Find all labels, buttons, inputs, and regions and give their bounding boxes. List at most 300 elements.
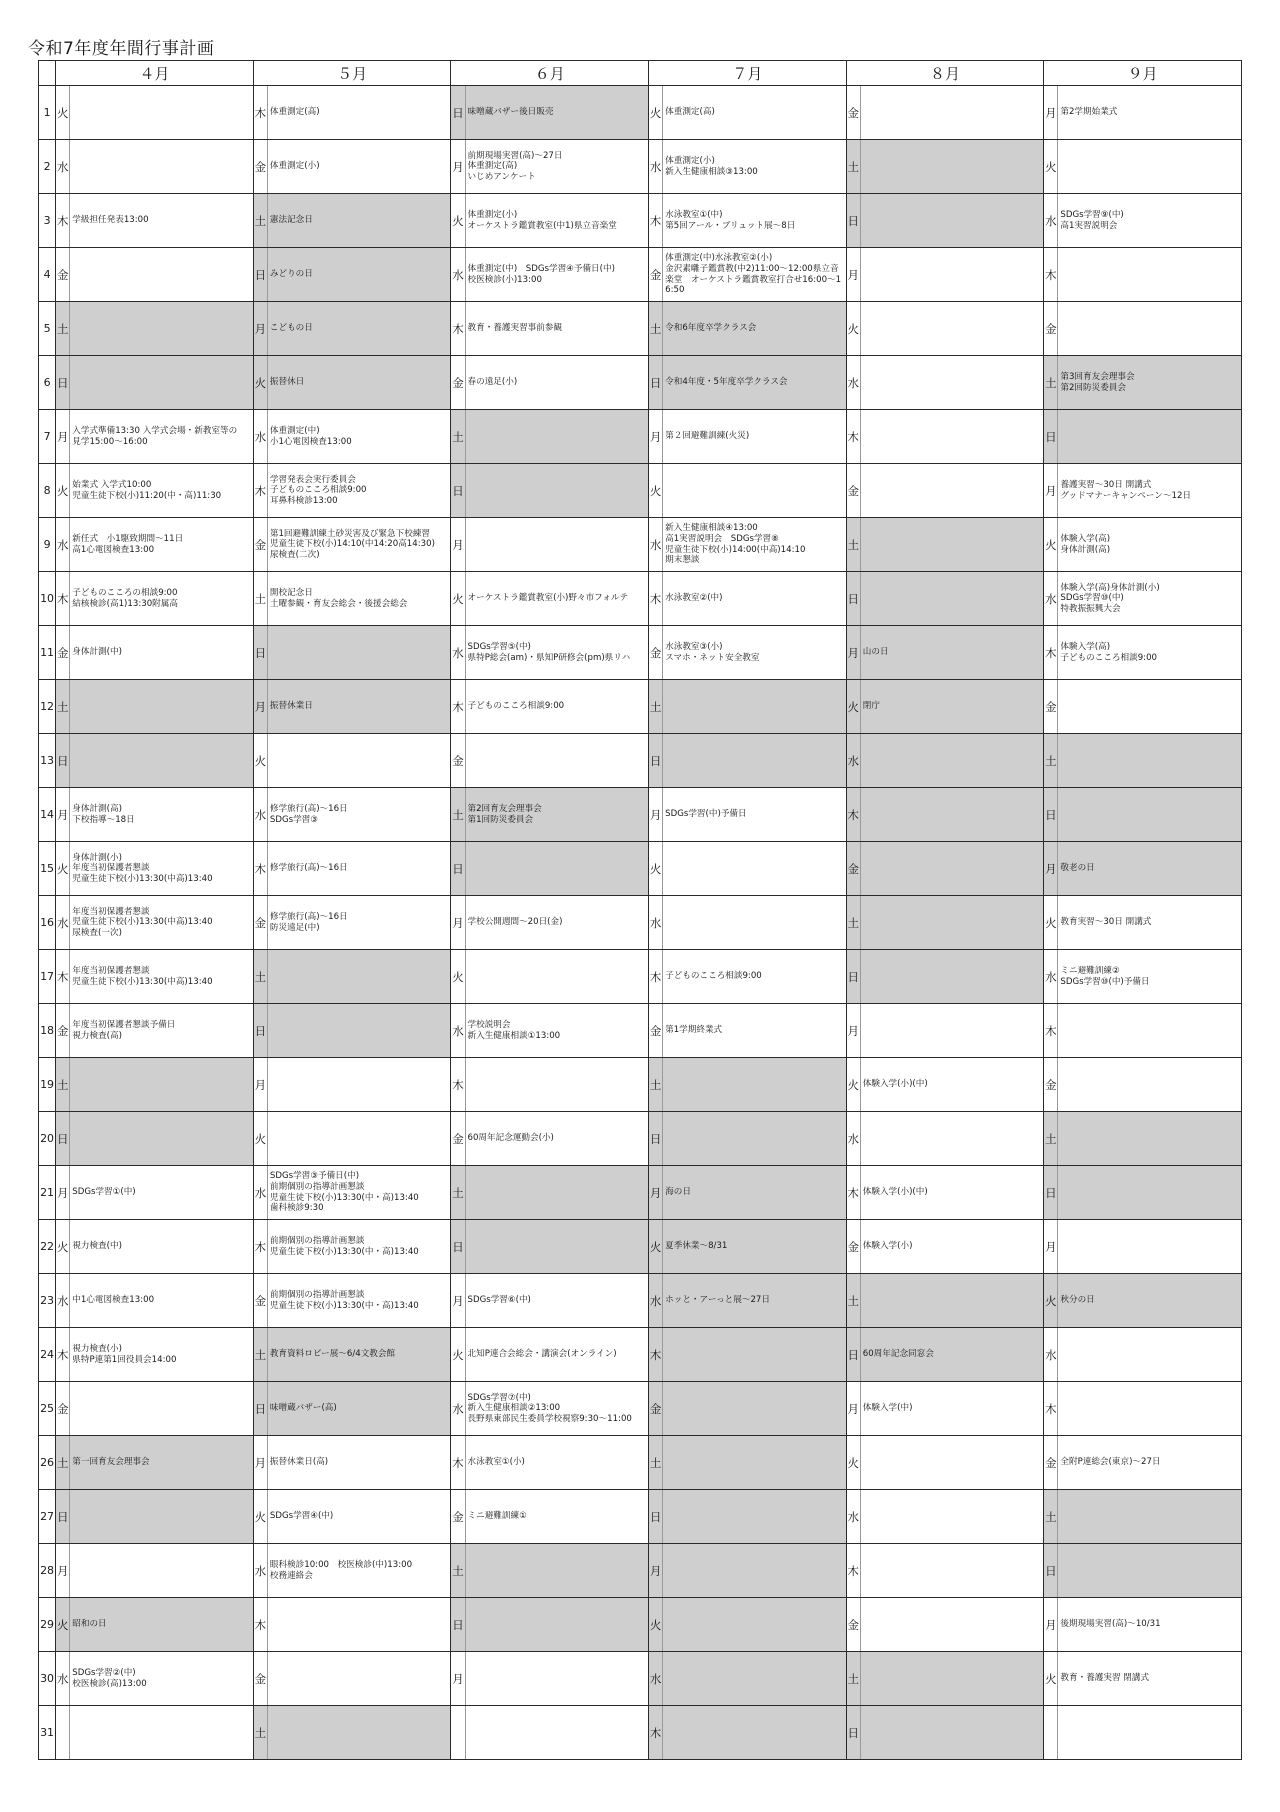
weekday-cell: 土 [253,1328,267,1382]
weekday-cell: 日 [253,1004,267,1058]
event-cell: 学校説明会 新入生健康相談①13:00 [465,1004,649,1058]
event-cell [860,734,1044,788]
event-cell: 敬老の日 [1058,842,1242,896]
weekday-cell: 月 [1044,464,1058,518]
weekday-cell: 日 [846,572,860,626]
weekday-cell: 金 [451,1112,465,1166]
weekday-cell: 木 [253,86,267,140]
weekday-cell: 火 [846,1436,860,1490]
weekday-cell: 日 [253,1382,267,1436]
event-cell [663,1490,847,1544]
weekday-cell: 日 [649,734,663,788]
event-cell: SDGs学習④(中) [267,1490,451,1544]
weekday-cell: 月 [253,302,267,356]
event-cell: 教育資料ロビー展～6/4文教会館 [267,1328,451,1382]
weekday-cell: 火 [1044,140,1058,194]
event-cell: SDGs学習②(中) 校医検診(高)13:00 [70,1652,254,1706]
weekday-cell: 土 [253,1706,267,1760]
event-cell [465,518,649,572]
weekday-cell: 金 [253,896,267,950]
day-number: 15 [39,842,56,896]
table-row [39,302,1242,356]
day-number: 14 [39,788,56,842]
weekday-cell: 日 [451,842,465,896]
table-row [39,1058,1242,1112]
event-cell: こどもの日 [267,302,451,356]
table-row [39,572,1242,626]
table-row [39,680,1242,734]
event-cell: 令和4年度・5年度卒学クラス会 [663,356,847,410]
event-cell [70,1058,254,1112]
table-row [39,1436,1242,1490]
weekday-cell: 水 [649,518,663,572]
event-cell [465,464,649,518]
event-cell: 体験入学(小)(中) [860,1058,1044,1112]
event-cell: SDGs学習⑦(中) 新入生健康相談②13:00 長野県東部民生委員学校視察9:30～11:00 [465,1382,649,1436]
event-cell [663,896,847,950]
weekday-cell: 木 [846,1166,860,1220]
weekday-cell: 土 [649,302,663,356]
table-row [39,1544,1242,1598]
weekday-cell: 月 [846,248,860,302]
day-number: 18 [39,1004,56,1058]
weekday-cell: 金 [451,734,465,788]
table-row [39,1490,1242,1544]
event-cell: 60周年記念同窓会 [860,1328,1044,1382]
weekday-cell: 日 [846,1328,860,1382]
event-cell [860,518,1044,572]
table-row [39,1220,1242,1274]
weekday-cell: 水 [846,356,860,410]
weekday-cell: 水 [56,140,70,194]
weekday-cell: 土 [846,896,860,950]
weekday-cell: 金 [451,356,465,410]
weekday-cell: 木 [846,410,860,464]
event-cell [1058,410,1242,464]
weekday-cell: 火 [56,1598,70,1652]
weekday-cell: 金 [846,86,860,140]
day-number: 27 [39,1490,56,1544]
weekday-cell: 木 [451,1058,465,1112]
weekday-cell: 火 [846,1058,860,1112]
event-cell [465,1706,649,1760]
weekday-cell: 日 [846,1706,860,1760]
table-row [39,356,1242,410]
weekday-cell: 木 [56,194,70,248]
table-row [39,464,1242,518]
day-number: 21 [39,1166,56,1220]
table-row [39,1598,1242,1652]
weekday-cell: 金 [56,248,70,302]
weekday-cell: 日 [56,734,70,788]
day-number: 8 [39,464,56,518]
event-cell [860,356,1044,410]
day-number: 9 [39,518,56,572]
event-cell: 体験入学(高) 子どものこころ相談9:00 [1058,626,1242,680]
event-cell: 新入生健康相談④13:00 高1実習説明会 SDGs学習⑧ 児童生徒下校(小)14:00(中高)14:10 期末懇談 [663,518,847,572]
weekday-cell: 金 [1044,1436,1058,1490]
event-cell: 子どものこころ相談9:00 [663,950,847,1004]
weekday-cell: 火 [253,356,267,410]
event-cell [1058,1220,1242,1274]
weekday-cell: 土 [253,950,267,1004]
weekday-cell: 土 [56,302,70,356]
weekday-cell: 日 [253,248,267,302]
weekday-cell: 土 [846,518,860,572]
event-cell: 体験入学(小) [860,1220,1044,1274]
event-cell: 前期個別の指導計画懇談 児童生徒下校(小)13:30(中・高)13:40 [267,1274,451,1328]
event-cell [465,1598,649,1652]
weekday-cell: 木 [253,1598,267,1652]
weekday-cell: 日 [451,464,465,518]
weekday-cell: 木 [56,572,70,626]
event-cell [267,734,451,788]
event-cell: 体重測定(小) [267,140,451,194]
weekday-cell: 火 [846,680,860,734]
event-cell: 水泳教室②(中) [663,572,847,626]
weekday-cell: 水 [649,1274,663,1328]
event-cell: 養護実習～30日 開講式 グッドマナーキャンペーン～12日 [1058,464,1242,518]
day-number: 12 [39,680,56,734]
event-cell: オーケストラ鑑賞教室(小)野々市フォルテ [465,572,649,626]
event-cell [465,1220,649,1274]
day-number: 7 [39,410,56,464]
weekday-cell: 金 [846,1220,860,1274]
event-cell [860,464,1044,518]
weekday-cell: 日 [56,1112,70,1166]
table-row [39,1112,1242,1166]
event-cell: 体重測定(中)水泳教室②(小) 金沢素囃子鑑賞教(中2)11:00～12:00県立音楽堂 オーケストラ鑑賞教室打合せ16:00～16:50 [663,248,847,302]
event-cell [860,1706,1044,1760]
event-cell: 学級担任発表13:00 [70,194,254,248]
weekday-cell: 金 [253,140,267,194]
event-cell [465,1166,649,1220]
weekday-cell: 木 [1044,248,1058,302]
weekday-cell: 木 [649,194,663,248]
day-number: 30 [39,1652,56,1706]
weekday-cell: 火 [649,1598,663,1652]
day-number: 28 [39,1544,56,1598]
event-cell [465,1058,649,1112]
day-number: 6 [39,356,56,410]
weekday-cell: 金 [1044,302,1058,356]
weekday-cell: 水 [649,896,663,950]
event-cell [663,680,847,734]
event-cell: 始業式 入学式10:00 児童生徒下校(小)11:20(中・高)11:30 [70,464,254,518]
weekday-cell: 土 [451,1166,465,1220]
weekday-cell: 月 [846,1382,860,1436]
event-cell: ホッと・アーっと展～27日 [663,1274,847,1328]
month-header: ５月 [253,61,451,86]
weekday-cell: 木 [451,680,465,734]
event-cell: 修学旅行(高)～16日 防災遠足(中) [267,896,451,950]
weekday-cell: 月 [649,1166,663,1220]
table-row [39,1382,1242,1436]
event-cell [860,248,1044,302]
weekday-cell: 月 [846,1004,860,1058]
day-number: 31 [39,1706,56,1760]
event-cell: 身体計測(中) [70,626,254,680]
document-title: 令和7年度年間行事計画 [28,39,215,59]
event-cell [1058,1706,1242,1760]
event-cell: 第1学期終業式 [663,1004,847,1058]
weekday-cell [56,1706,70,1760]
event-cell: 年度当初保護者懇談 児童生徒下校(小)13:30(中高)13:40 尿検査(一次) [70,896,254,950]
weekday-cell: 日 [1044,1544,1058,1598]
weekday-cell: 火 [649,464,663,518]
weekday-cell: 土 [253,572,267,626]
weekday-cell: 木 [649,572,663,626]
event-cell: 第2学期始業式 [1058,86,1242,140]
weekday-cell: 水 [1044,1328,1058,1382]
weekday-cell: 金 [846,842,860,896]
table-row [39,86,1242,140]
event-cell [465,1652,649,1706]
weekday-cell: 火 [1044,518,1058,572]
weekday-cell: 火 [846,302,860,356]
weekday-cell: 木 [253,842,267,896]
weekday-cell: 土 [846,1652,860,1706]
weekday-cell: 金 [649,1382,663,1436]
annual-schedule-table [38,60,1242,1760]
event-cell: 体験入学(高) 身体計測(高) [1058,518,1242,572]
event-cell [1058,1328,1242,1382]
event-cell [860,1598,1044,1652]
event-cell [860,1652,1044,1706]
event-cell: 子どものこころの相談9:00 結核検診(高1)13:30附属高 [70,572,254,626]
weekday-cell: 金 [846,464,860,518]
weekday-cell: 月 [649,1544,663,1598]
month-header: ９月 [1044,61,1242,86]
table-row [39,1652,1242,1706]
weekday-cell: 火 [253,1490,267,1544]
event-cell: 振替休業日 [267,680,451,734]
event-cell [860,1436,1044,1490]
day-number: 17 [39,950,56,1004]
table-row [39,518,1242,572]
weekday-cell: 月 [1044,86,1058,140]
weekday-cell: 火 [253,734,267,788]
event-cell [860,410,1044,464]
day-number: 22 [39,1220,56,1274]
weekday-cell: 月 [451,1274,465,1328]
weekday-cell: 土 [1044,1112,1058,1166]
event-cell [1058,1490,1242,1544]
event-cell [860,896,1044,950]
event-cell [70,734,254,788]
event-cell: 新任式 小1駆致期間～11日 高1心電図検査13:00 [70,518,254,572]
day-number: 2 [39,140,56,194]
weekday-cell: 火 [56,464,70,518]
event-cell: 年度当初保護者懇談 児童生徒下校(小)13:30(中高)13:40 [70,950,254,1004]
weekday-cell: 木 [56,950,70,1004]
weekday-cell: 日 [451,86,465,140]
weekday-cell: 土 [451,1544,465,1598]
day-number: 20 [39,1112,56,1166]
event-cell: 秋分の日 [1058,1274,1242,1328]
weekday-cell: 水 [846,1112,860,1166]
day-number: 26 [39,1436,56,1490]
day-number: 5 [39,302,56,356]
day-number: 3 [39,194,56,248]
event-cell: 入学式準備13:30 入学式会場・新教室等の 見学15:00～16:00 [70,410,254,464]
weekday-cell: 火 [451,950,465,1004]
event-cell [465,950,649,1004]
event-cell: 学校公開週間～20日(金) [465,896,649,950]
event-cell: 夏季休業～8/31 [663,1220,847,1274]
weekday-cell: 火 [253,1112,267,1166]
table-row [39,140,1242,194]
event-cell [70,86,254,140]
event-cell: 体重測定(中) 小1心電図検査13:00 [267,410,451,464]
event-cell: 振替休日 [267,356,451,410]
event-cell: 視力検査(中) [70,1220,254,1274]
event-cell [1058,1382,1242,1436]
event-cell [267,1058,451,1112]
event-cell [1058,1058,1242,1112]
event-cell [860,572,1044,626]
event-cell [1058,1166,1242,1220]
table-row [39,842,1242,896]
table-row [39,734,1242,788]
event-cell: 体重測定(高) [663,86,847,140]
event-cell: 第一回育友会理事会 [70,1436,254,1490]
weekday-cell: 金 [1044,680,1058,734]
event-cell: 憲法記念日 [267,194,451,248]
event-cell: 春の遠足(小) [465,356,649,410]
event-cell [860,1112,1044,1166]
event-cell: 第3回育友会理事会 第2回防災委員会 [1058,356,1242,410]
weekday-cell: 土 [451,788,465,842]
event-cell: SDGs学習⑥(中) [465,1274,649,1328]
month-header: ４月 [56,61,254,86]
event-cell [1058,680,1242,734]
table-row [39,194,1242,248]
event-cell [663,1382,847,1436]
weekday-cell: 日 [56,356,70,410]
weekday-cell: 月 [451,1652,465,1706]
weekday-cell: 火 [451,1328,465,1382]
event-cell [663,1112,847,1166]
weekday-cell: 水 [253,1166,267,1220]
event-cell: 子どものこころ相談9:00 [465,680,649,734]
event-cell [663,1058,847,1112]
weekday-cell: 土 [1044,356,1058,410]
event-cell: 身体計測(小) 年度当初保護者懇談 児童生徒下校(小)13:30(中高)13:40 [70,842,254,896]
event-cell [267,1706,451,1760]
day-number: 11 [39,626,56,680]
weekday-cell: 月 [253,1058,267,1112]
event-cell [1058,302,1242,356]
event-cell [860,194,1044,248]
event-cell: 60周年記念運動会(小) [465,1112,649,1166]
weekday-cell: 土 [253,194,267,248]
event-cell: 海の日 [663,1166,847,1220]
day-number: 13 [39,734,56,788]
event-cell: ミニ避難訓練① [465,1490,649,1544]
event-cell: 学習発表会実行委員会 子どものこころ相談9:00 耳鼻科検診13:00 [267,464,451,518]
event-cell: SDGs学習③予備日(中) 前期個別の指導計画懇談 児童生徒下校(小)13:30(中・高)13:40 歯科検診9:30 [267,1166,451,1220]
event-cell: 水泳教室①(中) 第5回アール・ブリュット展～8日 [663,194,847,248]
event-cell [663,1706,847,1760]
weekday-cell: 土 [649,680,663,734]
weekday-cell: 日 [649,356,663,410]
weekday-cell: 月 [451,140,465,194]
event-cell: 前期個別の指導計画懇談 児童生徒下校(小)13:30(中・高)13:40 [267,1220,451,1274]
event-cell [860,950,1044,1004]
event-cell [860,842,1044,896]
table-row [39,1274,1242,1328]
weekday-cell: 火 [649,842,663,896]
weekday-cell: 金 [846,1598,860,1652]
weekday-cell: 月 [1044,1220,1058,1274]
event-cell [1058,248,1242,302]
weekday-cell: 土 [846,140,860,194]
event-cell: 修学旅行(高)～16日 SDGs学習③ [267,788,451,842]
event-cell [70,1112,254,1166]
weekday-cell: 木 [1044,1382,1058,1436]
weekday-cell: 金 [1044,1058,1058,1112]
weekday-cell: 木 [451,302,465,356]
event-cell [663,734,847,788]
event-cell [267,1652,451,1706]
weekday-cell: 月 [56,1544,70,1598]
weekday-cell: 月 [253,680,267,734]
day-number: 4 [39,248,56,302]
weekday-cell: 土 [451,410,465,464]
event-cell: 体重測定(高) [267,86,451,140]
weekday-cell: 月 [1044,842,1058,896]
weekday-cell: 土 [846,1274,860,1328]
event-cell: 昭和の日 [70,1598,254,1652]
event-cell [860,788,1044,842]
event-cell [860,86,1044,140]
corner-cell [39,61,56,86]
event-cell [1058,1004,1242,1058]
event-cell [70,1490,254,1544]
event-cell: 味噌蔵バザー(高) [267,1382,451,1436]
table-row [39,1706,1242,1760]
event-cell [860,1490,1044,1544]
event-cell: ミニ避難訓練② SDGs学習⑩(中)予備日 [1058,950,1242,1004]
day-number: 16 [39,896,56,950]
schedule-body [39,86,1242,1760]
event-cell: 体験入学(中) [860,1382,1044,1436]
event-cell [663,1328,847,1382]
table-row [39,626,1242,680]
event-cell [70,140,254,194]
event-cell: 北知P連合会総会・講演会(オンライン) [465,1328,649,1382]
event-cell [267,1004,451,1058]
table-row [39,950,1242,1004]
event-cell [663,1652,847,1706]
weekday-cell: 土 [649,1058,663,1112]
event-cell [70,248,254,302]
weekday-cell: 月 [451,518,465,572]
day-number: 23 [39,1274,56,1328]
weekday-cell: 土 [56,1058,70,1112]
weekday-cell: 火 [649,1220,663,1274]
event-cell: みどりの日 [267,248,451,302]
event-cell [1058,1112,1242,1166]
weekday-cell: 日 [1044,788,1058,842]
event-cell: 第2回育友会理事会 第1回防災委員会 [465,788,649,842]
weekday-cell: 火 [451,194,465,248]
event-cell: 令和6年度卒学クラス会 [663,302,847,356]
weekday-cell: 水 [649,140,663,194]
event-cell: 体験入学(小)(中) [860,1166,1044,1220]
weekday-cell: 金 [56,626,70,680]
